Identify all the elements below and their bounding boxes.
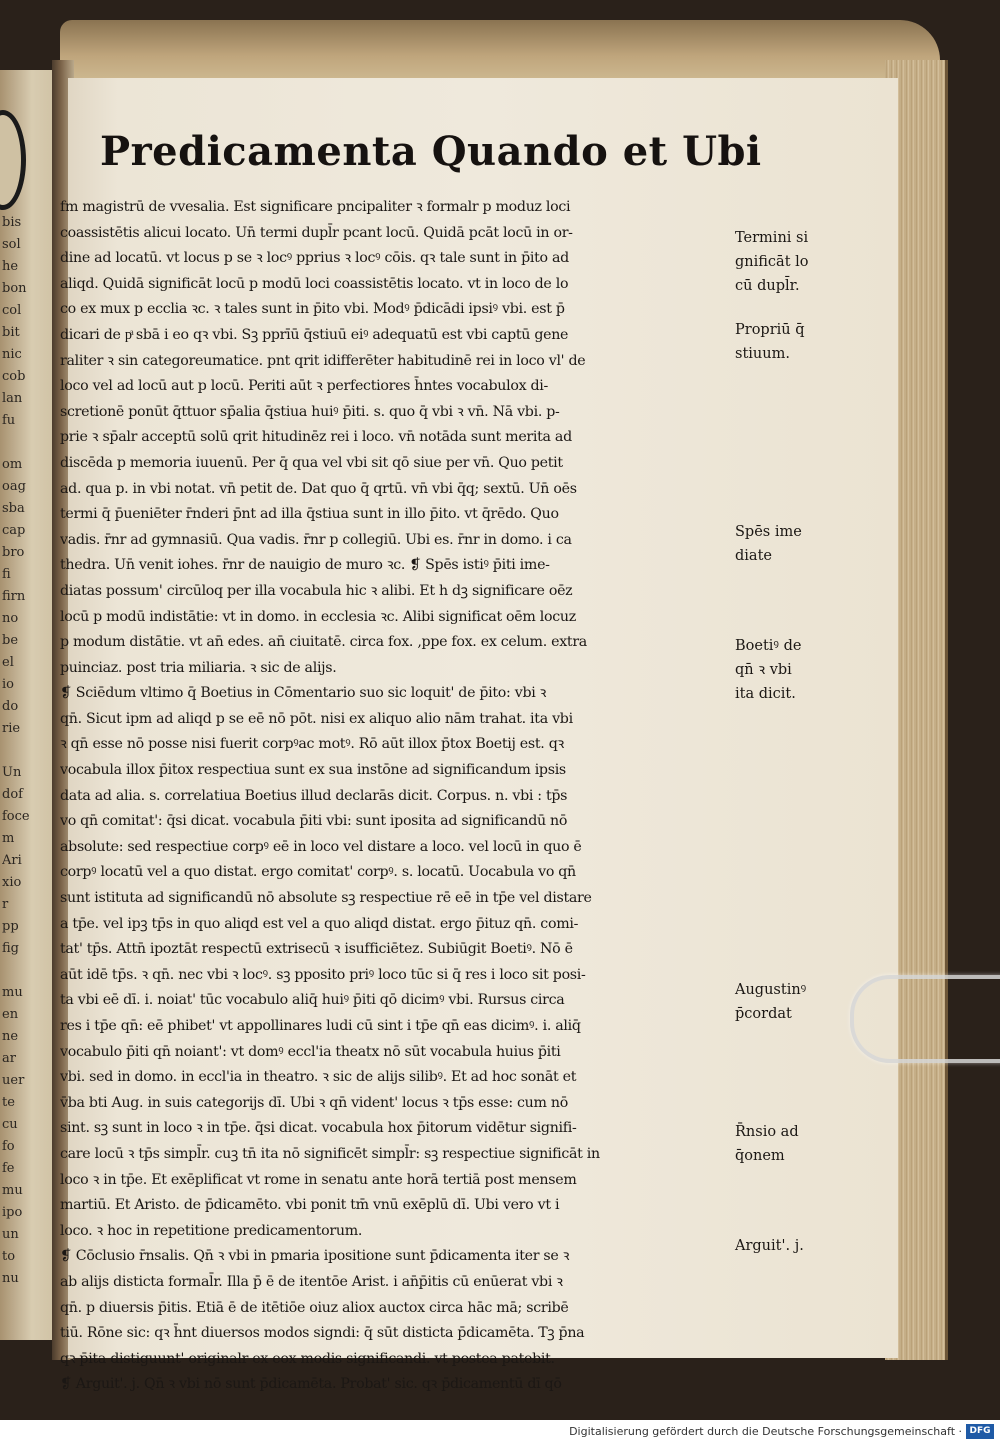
margin-note-line: diate (735, 548, 772, 564)
margin-note-arguitur (735, 1234, 845, 1258)
body-line: locū p modū indistātie: vt in domo. in ecclesia ꝛc. Alibi significat oēm locuz (60, 608, 576, 625)
body-line: qꝛ p̄ita distiguunt' originalr ex eox modis significandi. vt postea patebit. (60, 1350, 555, 1367)
body-line: qn̄. Sicut ipm ad aliqd p se eē nō pōt. nisi ex aliquo alio nām trahat. ita vbi (60, 710, 573, 727)
body-line: ❡ Arguit'. j. Qn̄ ꝛ vbi nō sunt p̄dicamēta. Probat' sic. qꝛ p̄dicamentū dī qō (60, 1376, 562, 1393)
body-line: vadis. r̄nr ad gymnasiū. Qua vadis. r̄nr p collegiū. Ubi es. r̄nr in domo. i ca (60, 531, 572, 548)
body-line: ❡ Cōclusio r̄nsalis. Qn̄ ꝛ vbi in pmaria ipositione sunt p̄dicamenta iter se ꝛ (60, 1248, 570, 1265)
margin-note-line: Spēs ime (735, 524, 802, 540)
body-line: sint. sꝫ sunt in loco ꝛ in tp̄e. q̄si dicat. vocabula hox p̄itorum vidētur signifi- (60, 1120, 577, 1137)
left-page-edge (0, 70, 58, 1340)
body-line: raliter ꝛ sin categoreumatice. pnt qrit idifferēter habitudinē rei in loco vl' de (60, 352, 586, 369)
body-line: coassistētis alicui locato. Un̄ termi dupl̄r pcant locū. Quidā pcāt locū in or- (60, 224, 573, 241)
margin-note-line: Augustinꝰ (735, 982, 807, 998)
body-line: qn̄. p diuersis p̄itis. Etiā ē de itētiōe oiuz aliox auctox circa hāc mā; scribē (60, 1299, 569, 1316)
margin-note-line: Boetiꝰ de (735, 638, 802, 654)
body-line: tat' tp̄s. Attn̄ ipoztāt respectū extrisecū ꝛ isufficiētez. Subiūgit Boetiꝰ. Nō ē (60, 941, 573, 958)
margin-note-line: cū dupl̄r. (735, 278, 800, 294)
body-line: martiū. Et Aristo. de p̄dicamēto. vbi ponit tm̄ vnū exēplū dī. Ubi vero vt i (60, 1197, 560, 1214)
footer-bar (0, 1420, 1000, 1445)
body-line: absolute: sed respectiue corpꝰ eē in loco vel distare a loco. vel locū in quo ē (60, 838, 582, 855)
body-line: termi q̄ p̄ueniēter r̄nderi p̄nt ad illa q̄stiua sunt in illo p̄ito. vt q̄rēdo. Quo (60, 506, 559, 523)
body-line: loco. ꝛ hoc in repetitione predicamentorum. (60, 1222, 363, 1239)
margin-note-augustinus (735, 978, 845, 1026)
body-line: p modum distātie. vt an̄ edes. an̄ ciuitatē. circa fox. ,ppe fox. ex celum. extra (60, 634, 587, 651)
body-line: tiū. Rōne sic: qꝛ h̄nt diuersos modos signdi: q̄ sūt disticta p̄dicamēta. Tꝫ p̄na (60, 1325, 585, 1342)
body-line: vocabulo p̄iti qn̄ noiant': vt domꝰ eccl'ia theatx nō sūt vocabula huius p̄iti (60, 1043, 561, 1060)
body-line: loco ꝛ in tp̄e. Et exēplificat vt rome in senatu ante horā tertiā post mensem (60, 1171, 577, 1188)
footer-credit: Digitalisierung gefördert durch die Deutsche Forschungsgemeinschaft · (569, 1425, 962, 1438)
body-line: dine ad locatū. vt locus p se ꝛ locꝰ pprius ꝛ locꝰ cōis. qꝛ tale sunt in p̄ito ad (60, 250, 569, 267)
body-line: aūt idē tp̄s. ꝛ qn̄. nec vbi ꝛ locꝰ. sꝫ pposito priꝰ loco tūc si q̄ res i loco sit posi- (60, 966, 586, 983)
margin-note-line: Arguit'. j. (735, 1238, 804, 1254)
body-line: a tp̄e. vel ipꝫ tp̄s in quo aliqd est vel a quo aliqd distat. ergo p̄ituz qn̄. comi- (60, 915, 579, 932)
body-line: loco vel ad locū aut p locū. Periti aūt ꝛ perfectiores h̄ntes vocabulox di- (60, 378, 549, 395)
margin-note-line: stiuum. (735, 346, 790, 362)
body-line: fm magistrū de vvesalia. Est significare pncipaliter ꝛ formalr p moduz loci (60, 199, 571, 215)
margin-note-termini (735, 226, 845, 298)
body-line: puinciaz. post tria miliaria. ꝛ sic de alijs. (60, 659, 337, 676)
margin-note-line: gnificāt lo (735, 254, 809, 270)
margin-note-species (735, 520, 845, 568)
margin-note-line: Termini si (735, 230, 809, 246)
body-line: vbi. sed in domo. in eccl'ia in theatro. ꝛ sic de alijs silibꝰ. Et ad hoc sonāt et (60, 1069, 577, 1086)
body-line: vo qn̄ comitat': q̄si dicat. vocabula p̄iti vbi: sunt iposita ad significandū nō (60, 813, 568, 830)
page-title: Predicamenta Quando et Ubi (100, 128, 762, 175)
margin-note-line: ita dicit. (735, 686, 796, 702)
body-line: discēda p memoria iuuenū. Per q̄ qua vel vbi sit qō siue per vn̄. Quo petit (60, 454, 563, 471)
body-line: co ex mux p ecclia ꝛc. ꝛ tales sunt in p̄ito vbi. Modꝰ p̄dicādi ipsiꝰ vbi. est p̄ (60, 301, 565, 318)
body-line: v̄ba bti Aug. in suis categorijs dī. Ubi ꝛ qn̄ vident' locus ꝛ tp̄s esse: cum nō (60, 1094, 568, 1111)
dfg-logo: DFG (966, 1424, 994, 1439)
body-line: aliqd. Quidā significāt locū p modū loci coassistētis locato. vt in loco de lo (60, 275, 569, 292)
body-line: ad. qua p. in vbi notat. vn̄ petit de. Dat quo q̄ qrtū. vn̄ vbi q̄q; sextū. Un̄ oēs (60, 480, 577, 497)
body-line: dicari de pͣ sbā i eo qꝛ vbi. Sꝫ pprīū q̄stiuū eiꝰ adequatū est vbi captū gene (60, 326, 569, 343)
body-line: ꝛ qn̄ esse nō posse nisi fuerit corpꝰac motꝰ. Rō aūt illox p̄tox Boetij est. qꝛ (60, 736, 564, 753)
body-line: thedra. Un̄ venit iohes. r̄nr de nauigio de muro ꝛc. ❡ Spēs istiꝰ p̄iti ime- (60, 557, 550, 574)
body-line: diatas possum' circūloq per illa vocabula hic ꝛ alibi. Et h dꝫ significare oēz (60, 582, 573, 599)
body-line: data ad alia. s. correlatiua Boetius illud declarās dicit. Corpus. n. vbi : tp̄s (60, 787, 568, 804)
margin-note-proprium (735, 318, 845, 366)
body-line: scretionē ponūt q̄ttuor sp̄alia q̄stiua huiꝰ p̄iti. s. quo q̄ vbi ꝛ vn̄. Nā vbi. p- (60, 403, 560, 420)
body-line: sunt istituta ad significandū nō absolute sꝫ respectiue rē eē in tp̄e vel distare (60, 890, 592, 907)
body-line: prie ꝛ sp̄alr acceptū solū qrit hitudinēz rei i loco. vn̄ notāda sunt merita ad (60, 429, 572, 446)
margin-note-line: R̄nsio ad (735, 1124, 799, 1140)
margin-note-line: q̄onem (735, 1148, 785, 1164)
body-line: ta vbi eē dī. i. noiat' tūc vocabulo aliq̄ huiꝰ p̄iti qō dicimꝰ vbi. Rursus circa (60, 992, 565, 1009)
margin-note-line: Propriū q̄ (735, 322, 805, 338)
body-line: corpꝰ locatū vel a quo distat. ergo comitat' corpꝰ. s. locatū. Uocabula vo qn̄ (60, 864, 576, 881)
body-line: ab alijs disticta formal̄r. Illa p̄ ē de itentōe Arist. i an̄p̄itis cū enūerat vbi ꝛ (60, 1273, 563, 1290)
page-clip (850, 975, 1000, 1063)
body-line: vocabula illox p̄itox respectiua sunt ex sua instōne ad significandum ipsis (60, 762, 566, 779)
margin-note-responsio (735, 1120, 845, 1168)
left-page-text-fragment: bis sol he bon col bit nic cob lan fu om oag sba cap bro fi firn no be el io do rie Un dof foce m Ari xio r pp fig mu en ne ar uer te cu fo fe mu ipo un to nu (2, 215, 30, 1286)
margin-note-boetius (735, 634, 845, 706)
margin-note-line: p̄cordat (735, 1006, 792, 1022)
body-line: care locū ꝛ tp̄s simpl̄r. cuꝫ tn̄ ita nō significēt simpl̄r: sꝫ respectiue significāt in (60, 1145, 600, 1162)
margin-note-line: qn̄ ꝛ vbi (735, 662, 792, 678)
body-line: res i tp̄e qn̄: eē phibet' vt appollinares ludi cū sint i tp̄e qn̄ eas dicimꝰ. i. aliq̄ (60, 1018, 581, 1034)
book-top-edge (60, 20, 940, 80)
body-line: ❡ Sciēdum vltimo q̄ Boetius in Cōmentario suo sic loquit' de p̄ito: vbi ꝛ (60, 685, 547, 702)
body-text (60, 195, 720, 1398)
